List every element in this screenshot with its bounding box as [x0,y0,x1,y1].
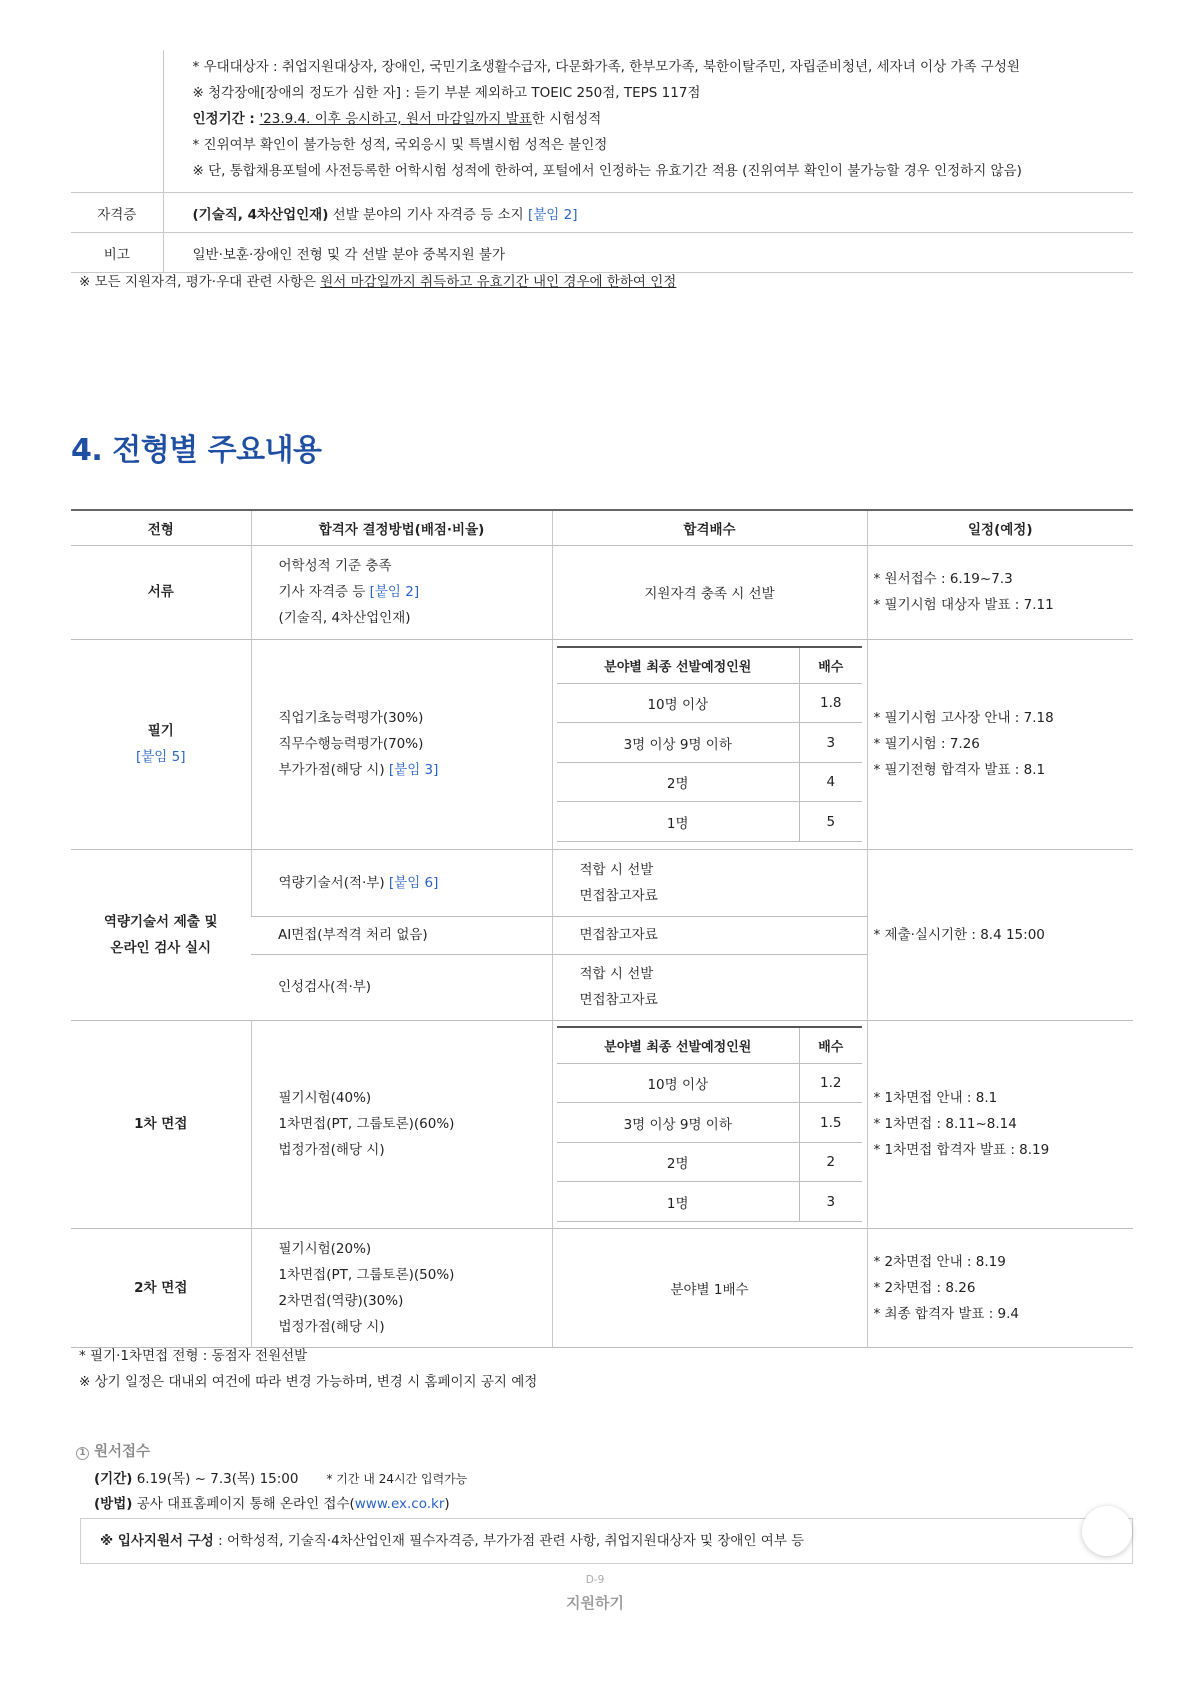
table-row: 인성검사(적·부) 적합 시 선발 면접참고자료 [71,954,1133,1020]
remark-label: 비고 [71,233,163,273]
cert-label: 자격증 [71,193,163,233]
floating-button[interactable] [1082,1506,1132,1556]
number-circle-icon: 1 [76,1447,89,1460]
selection-process-table [71,509,1133,1348]
application-period: (기간) 6.19(목) ~ 7.3(목) 15:00 * 기간 내 24시간 입력가능 [94,1471,468,1487]
homepage-link[interactable]: www.ex.co.kr [354,1496,445,1512]
header-method: 합격자 결정방법(배점·비율) [251,510,552,545]
table-row: 2차 면접 필기시험(20%) 1차면접(PT, 그룹토론)(50%) 2차면접(역량)(30%) 법정가점(해당 시) 분야별 1배수 * 2차면접 안내 : 8.19 * 2차면접 : 8.26 * 최종 합격자 발표 : 9.4 [71,1228,1133,1347]
application-method: (방법) 공사 대표홈페이지 통해 온라인 접수(www.ex.co.kr) [94,1496,450,1512]
stage-competency: 역량기술서 제출 및 온라인 검사 실시 [71,849,251,1020]
attachment-link[interactable]: [붙임 2] [527,206,578,223]
stage-written: 필기 [붙임 5] [71,639,251,849]
portal-scores-line: ※ 단, 통합채용포털에 사전등록한 어학시험 성적에 한하여, 포털에서 인정하는 유효기간 적용 (진위여부 확인이 불가능할 경우 인정하지 않음) [192,163,1022,179]
table-row: 필기 [붙임 5] 직업기초능력평가(30%) 직무수행능력평가(70%) 부가가점(해당 시) [붙임 3] 분야별 최종 선발예정인원 배수 10명 이상 1.8 3명 이상 9명 이하 3 2명 4 1명 5 * 필기시험 고사장 안내 : 7.18 * 필기시험 : 7.26 * 필기전형 합격자 발표 : 8.1 [71,639,1133,849]
attachment-link[interactable]: [붙임 2] [369,584,420,600]
page-number: D-9 [585,1574,605,1586]
tie-note: * 필기·1차면접 전형 : 동점자 전원선발 [79,1348,308,1364]
unverifiable-scores-line: * 진위여부 확인이 불가능한 성적, 국외응시 및 특별시험 성적은 불인정 [192,137,608,153]
qualification-table-continued [71,50,1133,273]
header-multiplier: 합격배수 [552,510,867,545]
multiplier-subtable: 분야별 최종 선발예정인원 배수 10명 이상 1.8 3명 이상 9명 이하 3 2명 4 1명 5 [557,646,862,842]
stage-docs: 서류 [71,545,251,639]
remark-value: 일반·보훈·장애인 전형 및 각 선발 분야 중복지원 불가 [163,233,1133,273]
header-stage: 전형 [71,510,251,545]
application-title: 1 원서접수 [76,1440,150,1461]
hearing-impaired-line: ※ 청각장애[장애의 정도가 심한 자] : 듣기 부분 제외하고 TOEIC 250점, TEPS 117점 [192,85,701,101]
language-score-details [193,50,1134,192]
table-header-row [71,510,1133,545]
header-schedule: 일정(예정) [867,510,1133,545]
footer-title: 지원하기 [566,1594,624,1612]
attachment-link[interactable]: [붙임 5] [136,749,186,765]
table-row: AI면접(부적격 처리 없음) 면접참고자료 [71,916,1133,954]
preferred-targets-line: * 우대대상자 : 취업지원대상자, 장애인, 국민기초생활수급자, 다문화가족, 한부모가족, 북한이탈주민, 자립준비청년, 세자녀 이상 가족 구성원 [192,59,1020,75]
attachment-link[interactable]: [붙임 3] [388,762,439,778]
multiplier-subtable: 분야별 최종 선발예정인원 배수 10명 이상 1.2 3명 이상 9명 이하 1.5 2명 2 1명 3 [557,1026,862,1222]
schedule-change-note: ※ 상기 일정은 대내외 여건에 따라 변경 가능하며, 변경 시 홈페이지 공지 예정 [79,1374,538,1390]
table-row: 1차 면접 필기시험(40%) 1차면접(PT, 그룹토론)(60%) 법정가점(해당 시) 분야별 최종 선발예정인원 배수 10명 이상 1.2 3명 이상 9명 이하 1.5 2명 2 1명 3 * 1차면접 안내 : 8.1 * 1차면접 : 8.11~8.14 * 1차면접 합격자 발표 : 8.19 [71,1020,1133,1228]
table-row: 역량기술서 제출 및 온라인 검사 실시 역량기술서(적·부) [붙임 6] 적합 시 선발 면접참고자료 * 제출·실시기한 : 8.4 15:00 [71,849,1133,916]
stage-first-interview: 1차 면접 [71,1020,251,1228]
qualification-note: ※ 모든 지원자격, 평가·우대 관련 사항은 원서 마감일까지 취득하고 유효기간 내인 경우에 한하여 인정 [79,274,677,290]
section-title: 4. 전형별 주요내용 [71,433,322,468]
valid-period-line: 인정기간 : '23.9.4. 이후 응시하고, 원서 마감일까지 발표한 시험성적 [192,111,602,127]
table-row: 서류 어학성적 기준 충족 기사 자격증 등 [붙임 2] (기술직, 4차산업인재) 지원자격 충족 시 선발 * 원서접수 : 6.19~7.3 * 필기시험 대상자 발표 : 7.11 [71,545,1133,639]
attachment-link[interactable]: [붙임 6] [388,874,439,891]
stage-second-interview: 2차 면접 [71,1228,251,1347]
application-form-note: ※ 입사지원서 구성 : 어학성적, 기술직·4차산업인재 필수자격증, 부가가점 관련 사항, 취업지원대상자 및 장애인 여부 등 [80,1518,1133,1564]
cert-value: (기술직, 4차산업인재) 선발 분야의 기사 자격증 등 소지 [붙임 2] [163,193,1133,233]
